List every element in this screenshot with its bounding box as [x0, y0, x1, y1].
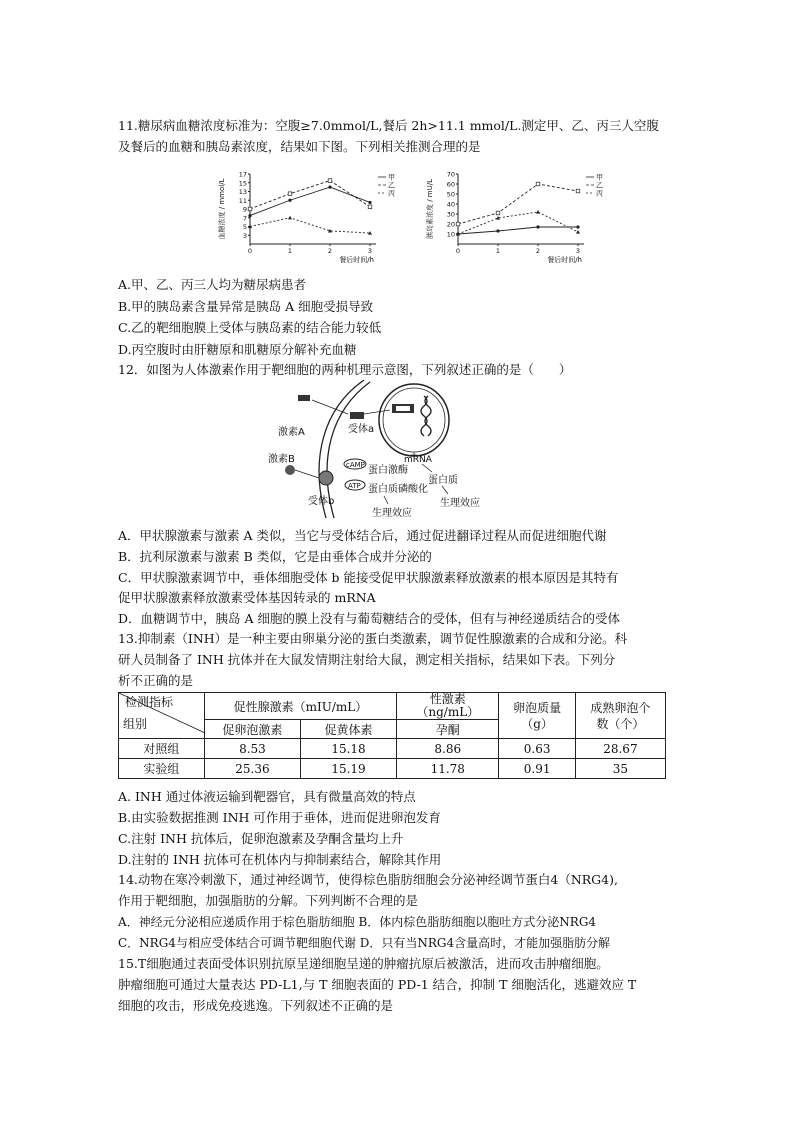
data-point	[536, 182, 540, 186]
data-point	[288, 216, 292, 220]
data-point	[536, 225, 539, 228]
dna-helix	[421, 396, 427, 436]
data-point	[328, 179, 332, 183]
y-tick-label: 9	[242, 205, 247, 214]
q14-stem-line1: 14.动物在寒冷刺激下，通过神经调节，使得棕色脂肪细胞会分泌神经调节蛋白4（NRG4),	[118, 872, 618, 887]
y-tick-label: 13	[238, 188, 247, 196]
y-tick-label: 60	[446, 180, 455, 189]
camp-label: cAMP	[346, 461, 365, 469]
y-tick-label: 70	[446, 170, 455, 179]
cell-prog: 8.86	[397, 739, 499, 759]
data-point	[368, 201, 371, 204]
nucleus	[379, 384, 449, 456]
table-sub-fsh: 促卵泡激素	[204, 720, 300, 739]
data-point	[496, 211, 500, 215]
legend-label: 甲	[388, 173, 395, 182]
q13-option-a: A. INH 通过体液运输到靶器官，具有微量高效的特点	[118, 789, 416, 804]
q12-option-c: C．甲状腺激素调节中，垂体细胞受体 b 能接受促甲状腺激素释放激素的根本原因是其特有	[118, 570, 619, 585]
legend-label: 甲	[596, 173, 603, 182]
table-sub-lh: 促黄体素	[300, 720, 396, 739]
q13-option-d: D.注射的 INH 抗体可在机体内与抑制素结合，解除其作用	[118, 852, 442, 867]
atp-label: ATP	[348, 482, 361, 490]
cell-count: 35	[575, 759, 665, 779]
cell-fsh: 25.36	[204, 759, 300, 779]
q12-option-b: B．抗利尿激素与激素 B 类似，它是由垂体合成并分泌的	[118, 549, 432, 564]
q12-option-a: A．甲状腺激素与激素 A 类似，当它与受体结合后，通过促进翻译过程从而促进细胞代谢	[118, 528, 607, 543]
data-point	[248, 207, 252, 211]
table-header-sex-unit: （ng/mL）	[416, 705, 480, 719]
hormone-b-label: 激素B	[268, 454, 295, 465]
data-point	[456, 222, 460, 226]
q13-option-b: B.由实验数据推测 INH 可作用于垂体，进而促进卵泡发育	[118, 810, 441, 825]
cell-group: 对照组	[119, 739, 205, 759]
cell-count: 28.67	[575, 739, 665, 759]
cell-group: 实验组	[119, 759, 205, 779]
table-row	[119, 739, 666, 759]
effect2-label: 生理效应	[440, 498, 480, 509]
y-tick-label: 7	[242, 214, 247, 223]
x-tick-label: 3	[575, 247, 581, 255]
hormone-a-shape	[298, 395, 310, 401]
table-corner-cell	[119, 693, 205, 739]
q13-option-c: C.注射 INH 抗体后，促卵泡激素及孕酮含量均上升	[118, 831, 404, 846]
cell-mass: 0.63	[499, 739, 575, 759]
table-header-follicle-count	[575, 693, 665, 739]
legend-label: 乙	[388, 181, 395, 190]
y-axis-label: 血糖浓度 / mmol/L	[218, 178, 226, 240]
table-header-mass-unit: （g）	[521, 716, 553, 731]
series-line	[250, 181, 370, 209]
x-axis-label: 餐后时间/h	[547, 256, 582, 264]
data-point	[248, 214, 251, 217]
q12-stem: 12．如图为人体激素作用于靶细胞的两种机理示意图，下列叙述正确的是（ ）	[118, 362, 572, 377]
q14-options-cd: C．NRG4与相应受体结合可调节靶细胞代谢 D．只有当NRG4含量高时，才能加强脂肪分解	[118, 936, 611, 950]
table-header-mass-title: 卵泡质量	[513, 700, 562, 715]
data-point	[536, 210, 540, 214]
hormone-mechanism-diagram	[264, 378, 524, 520]
q13-stem-line2: 研人员制备了 INH 抗体并在大鼠发情期注射给大鼠，测定相关指标，结果如下表。下列分	[118, 652, 616, 667]
x-tick-label: 0	[247, 247, 253, 255]
data-point	[576, 225, 579, 228]
y-tick-label: 40	[446, 200, 455, 209]
cell-lh: 15.19	[300, 759, 396, 779]
q15-line1: 15.T细胞通过表面受体识别抗原呈递细胞呈递的肿瘤抗原后被激活，进而攻击肿瘤细胞。	[118, 956, 609, 971]
x-tick-label: 1	[287, 247, 293, 255]
y-tick-label: 30	[446, 210, 455, 219]
table-header-sex-title: 性激素	[429, 692, 466, 706]
protein-label: 蛋白质	[428, 475, 458, 486]
data-point	[288, 199, 291, 202]
table-corner-bottom: 组别	[123, 717, 148, 731]
x-tick-label: 3	[367, 247, 373, 255]
x-tick-label: 1	[495, 247, 501, 255]
legend-label: 丙	[388, 189, 395, 198]
x-tick-label: 2	[535, 247, 541, 255]
table-header-sex-hormone	[397, 693, 499, 720]
table-header-count-title: 成熟卵泡个	[590, 700, 651, 715]
y-tick-label: 15	[238, 179, 247, 188]
q12-option-d: D．血糖调节中，胰岛 A 细胞的膜上没有与葡萄糖结合的受体，但有与神经递质结合的受体	[118, 611, 620, 626]
q12-option-c-cont: 促甲状腺激素释放激素受体基因转录的 mRNA	[118, 590, 376, 605]
q14-stem-line2: 作用于靶细胞，加强脂肪的分解。下列判断不合理的是	[118, 893, 419, 908]
series-line	[458, 227, 578, 234]
q15-line2: 肿瘤细胞可通过大量表达 PD-L1,与 T 细胞表面的 PD-1 结合，抑制 T 细胞活化，逃避效应 T	[118, 977, 637, 992]
results-table	[118, 692, 666, 779]
table-row	[119, 759, 666, 779]
series-line	[458, 184, 578, 224]
receptor-b-label: 受体b	[308, 496, 335, 507]
legend-label: 乙	[596, 181, 603, 190]
cell-prog: 11.78	[397, 759, 499, 779]
y-tick-label: 5	[242, 223, 247, 231]
q11-option-d: D.丙空腹时由肝糖原和肌糖原分解补充血糖	[118, 342, 357, 357]
cell-fsh: 8.53	[204, 739, 300, 759]
x-tick-label: 2	[327, 247, 333, 255]
q13-stem-line3: 析不正确的是	[118, 673, 194, 688]
table-corner-top: 检测指标	[125, 695, 174, 709]
table-sub-progesterone: 孕酮	[397, 720, 499, 739]
data-point	[496, 229, 499, 232]
cell-mass: 0.91	[499, 759, 575, 779]
y-tick-label: 10	[446, 230, 455, 239]
series-line	[250, 218, 370, 233]
q11-option-b: B.甲的胰岛素含量异常是胰岛 A 细胞受损导致	[118, 299, 374, 314]
q11-stem-line1: 11.糖尿病血糖浓度标准为：空腹≥7.0mmol/L,餐后 2h>11.1 mmol/L.测定甲、乙、丙三人空腹	[118, 118, 659, 133]
q15-line3: 细胞的攻击，形成免疫逃逸。下列叙述不正确的是	[118, 998, 394, 1013]
data-point	[328, 186, 331, 189]
q14-options-ab: A．神经元分泌相应递质作用于棕色脂肪细胞 B．体内棕色脂肪细胞以胞吐方式分泌NRG4	[118, 915, 597, 929]
insulin-chart	[420, 168, 620, 268]
y-tick-label: 11	[238, 196, 247, 205]
phosphorylation-label: 蛋白质磷酸化	[368, 484, 428, 495]
cell-lh: 15.18	[300, 739, 396, 759]
hormone-b-shape	[285, 465, 295, 475]
mrna-label: mRNA	[404, 455, 432, 465]
series-line	[458, 212, 578, 234]
y-tick-label: 17	[238, 170, 247, 179]
data-point	[576, 189, 580, 193]
receptor-b-shape	[319, 471, 333, 485]
q11-stem-line2: 及餐后的血糖和胰岛素浓度，结果如下图。下列相关推测合理的是	[118, 139, 481, 154]
y-tick-label: 3	[242, 231, 247, 240]
legend-label: 丙	[596, 189, 603, 198]
y-tick-label: 50	[446, 190, 455, 199]
receptor-a-shape	[350, 412, 364, 419]
effect1-label: 生理效应	[372, 508, 412, 519]
y-tick-label: 20	[446, 220, 455, 229]
data-point	[368, 205, 372, 209]
hormone-a-label: 激素A	[278, 427, 305, 438]
table-header-gonadotropin: 促性腺激素（mIU/mL）	[204, 693, 396, 720]
q13-stem-line1: 13.抑制素（INH）是一种主要由卵巢分泌的蛋白类激素，调节促性腺激素的合成和分泌。科	[118, 631, 628, 646]
blood-glucose-chart	[212, 168, 412, 268]
table-header-count-unit: 数（个）	[596, 716, 645, 731]
series-line	[250, 187, 370, 215]
table-header-follicle-mass	[499, 693, 575, 739]
receptor-a-label: 受体a	[348, 424, 375, 435]
x-axis-label: 餐后时间/h	[339, 256, 374, 264]
q11-option-c: C.乙的靶细胞膜上受体与胰岛素的结合能力较低	[118, 320, 382, 335]
kinase-label: 蛋白激酶	[368, 465, 408, 476]
data-point	[576, 230, 580, 234]
data-point	[288, 192, 292, 196]
q11-option-a: A.甲、乙、丙三人均为糖尿病患者	[118, 277, 307, 292]
y-axis-label: 胰岛素浓度 / mU/L	[426, 178, 434, 240]
x-tick-label: 0	[455, 247, 461, 255]
